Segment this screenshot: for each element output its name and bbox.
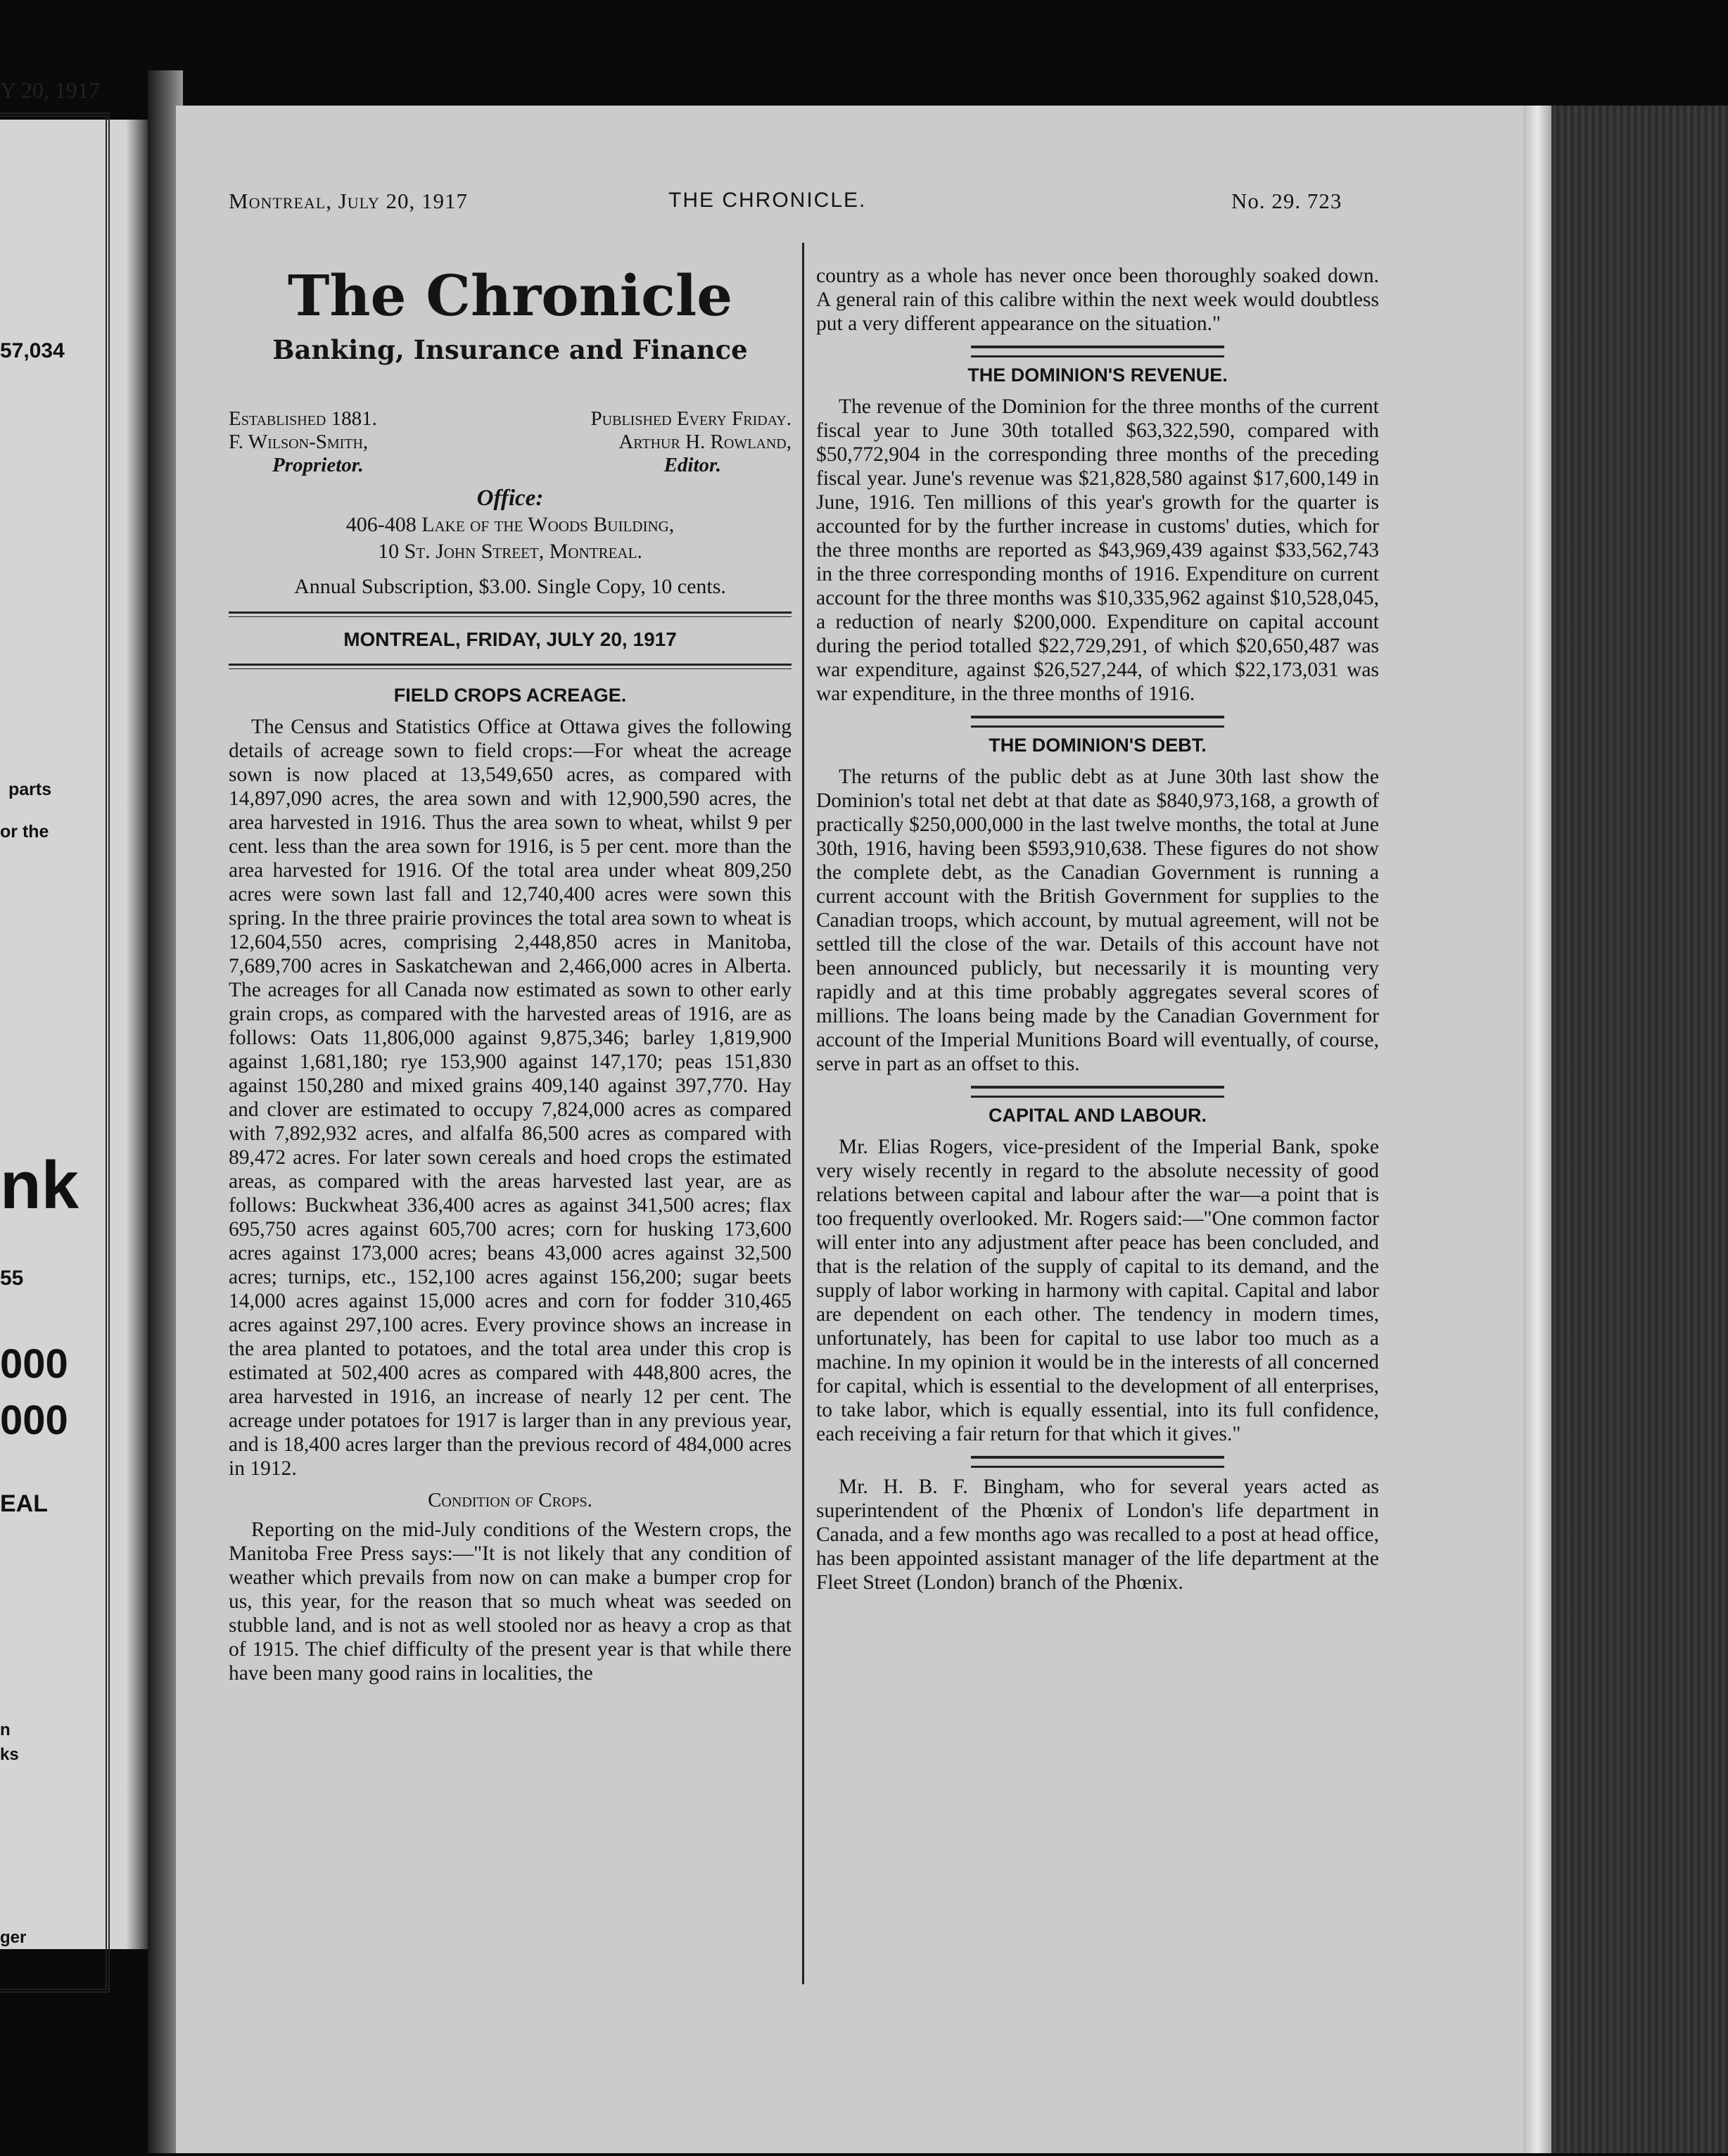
- left-fragment: 57,034: [0, 339, 65, 362]
- proprietor-block: [229, 407, 377, 477]
- left-page-ad-box: [0, 113, 110, 1993]
- masthead-title: The Chronicle: [287, 262, 733, 329]
- left-fragment: 55: [0, 1267, 24, 1290]
- left-fragment: EAL: [0, 1490, 48, 1517]
- section-rule: [971, 1456, 1224, 1468]
- double-rule: [229, 611, 792, 617]
- heading-field-crops: FIELD CROPS ACREAGE.: [393, 685, 627, 706]
- editor-role: Editor.: [663, 454, 721, 476]
- proprietor-name: F. Wilson-Smith,: [229, 431, 369, 453]
- section-rule: [971, 716, 1224, 728]
- page-edge: [1523, 106, 1551, 2153]
- column-rule: [802, 243, 804, 1984]
- article-condition-part1: Reporting on the mid-July conditions of the Western crops, the Manitoba Free Press says:—"It is not likely that any condition of weather which prevails from now on can make a bumper crop for us, this year, for the reason that so much wheat was seeded on stubble land, and is not as well stooled nor as heavy a crop as that of 1915. The chief difficulty of the present year is that while there have been many good rains in localities, the: [229, 1518, 792, 1685]
- left-fragment: n: [0, 1720, 11, 1739]
- subscription-line: Annual Subscription, $3.00. Single Copy, 10 cents.: [294, 575, 726, 598]
- office-address-1: 406-408 Lake of the Woods Building,: [345, 513, 675, 536]
- publisher-info: [229, 407, 792, 477]
- running-head-number: No. 29. 723: [1231, 189, 1342, 213]
- left-fragment: 000: [0, 1341, 68, 1387]
- office-address-2: 10 St. John Street, Montreal.: [378, 540, 642, 563]
- right-column: [816, 264, 1379, 1594]
- article-dominion-revenue: The revenue of the Dominion for the three months of the current fiscal year to June 30th totalled $63,322,590, compared with $50,772,904 in the corresponding three months of the preceding fiscal year. June's revenue was $21,828,580 against $17,600,149 in June, 1916. Ten millions of this year's growth for the quarter is accounted for by the further increase in customs' duties, which for the three months are reported as $43,969,439 against $33,562,743 in the three corresponding months of 1916. Expenditure on current account for the three months was $10,335,962 against $10,528,045, a reduction of nearly $200,000. Expenditure on capital account during the period totalled $22,729,291, of which $20,650,487 was war expenditure, against $26,527,244, of which $22,173,031 was war expenditure, in the three months of 1916.: [816, 395, 1379, 705]
- article-condition-part2: country as a whole has never once been thoroughly soaked down. A general rain of this calibre within the next week would doubtless put a very different appearance on the situation.": [816, 265, 1379, 335]
- left-fragment: nk: [0, 1148, 80, 1223]
- running-head-date: Montreal, July 20, 1917: [229, 189, 469, 213]
- book-page-edges: [1551, 106, 1728, 2153]
- heading-capital-labour: CAPITAL AND LABOUR.: [989, 1105, 1207, 1126]
- heading-dominion-debt: THE DOMINION'S DEBT.: [989, 735, 1207, 756]
- issue-dateline: MONTREAL, FRIDAY, JULY 20, 1917: [343, 628, 677, 650]
- running-head-title: THE CHRONICLE.: [668, 189, 867, 212]
- editor-block: [591, 407, 792, 477]
- left-page-running-head: Y 20, 1917: [0, 77, 100, 103]
- left-fragment: 000: [0, 1397, 68, 1443]
- heading-dominion-revenue: THE DOMINION'S REVENUE.: [967, 364, 1228, 386]
- editor-name: Arthur H. Rowland,: [618, 431, 792, 453]
- double-rule: [229, 664, 792, 669]
- left-fragment: or the: [0, 822, 49, 842]
- article-capital-labour: Mr. Elias Rogers, vice-president of the Imperial Bank, spoke very wisely recently in regard to the absolute necessity of good relations between capital and labour after the war—a point that is too frequently overlooked. Mr. Rogers said:—"One common factor will enter into any adjustment after peace has been concluded, and that is the relation of the supply of capital to its demand, and the supply of labor working in harmony with capital. Capital and labor are dependent on each other. The tendency in modern times, unfortunately, has been for capital to use labor too much as a machine. In my opinion it would be in the interests of all concerned for capital, which is essential to the development of all enterprises, to take labor, which is equally essential, into its full confidence, each receiving a fair return for that which it gives.": [816, 1136, 1379, 1445]
- masthead-subtitle: Banking, Insurance and Finance: [272, 334, 748, 365]
- left-fragment: ks: [0, 1745, 19, 1764]
- left-fragment: parts: [8, 780, 52, 799]
- left-fragment: ger: [0, 1928, 27, 1947]
- published-line: Published Every Friday.: [590, 407, 792, 430]
- section-rule: [971, 1086, 1224, 1098]
- article-bingham: Mr. H. B. F. Bingham, who for several years acted as superintendent of the Phœnix of London's life department in Canada, and a few months ago was recalled to a post at head office, has been appointed assistant manager of the life department at the Fleet Street (London) branch of the Phœnix.: [816, 1476, 1379, 1594]
- office-label: Office:: [476, 486, 544, 511]
- left-page-binding: [127, 120, 148, 1949]
- established-line: Established 1881.: [229, 407, 377, 430]
- section-rule: [971, 345, 1224, 357]
- proprietor-role: Proprietor.: [272, 454, 364, 476]
- left-column: [229, 243, 792, 1685]
- article-dominion-debt: The returns of the public debt as at June 30th last show the Dominion's total net debt at that date as $840,973,168, a growth of practically $250,000,000 in the last twelve months, the total at June 30th, 1916, having been $593,910,638. These figures do not show the complete debt, as the Canadian Government is running a current account with the British Government for supplies to the Canadian troops, which account, by mutual agreement, will not be settled till the close of the war. Details of this account have not been announced publicly, but necessarily it is mounting very rapidly and at this time probably aggregates several scores of millions. The loans being made by the Canadian Government for account of the Imperial Munitions Board will eventually, of course, serve in part as an offset to this.: [816, 766, 1379, 1075]
- article-field-crops: The Census and Statistics Office at Ottawa gives the following details of acreage sown to field crops:—For wheat the acreage sown is now placed at 13,549,650 acres, as compared with 14,897,090 acres, the area sown and with 12,900,590 acres, the area harvested in 1916. Thus the area sown to wheat, whilst 9 per cent. less than the area sown for 1916, is 5 per cent. more than the area harvested for 1916. Of the total area under wheat 809,250 acres were sown last fall and 12,740,400 acres were sown this spring. In the three prairie provinces the total area sown to wheat is 12,604,550 acres, comprising 2,448,850 acres in Manitoba, 7,689,700 acres in Saskatchewan and 2,466,000 acres in Alberta. The acreages for all Canada now estimated as sown to other early grain crops, as compared with the harvested areas of 1916, are as follows: Oats 11,806,000 against 9,875,346; barley 1,819,900 against 1,681,180; rye 153,900 against 147,170; peas 151,830 against 150,280 and mixed grains 409,140 against 397,770. Hay and clover are estimated to occupy 7,824,000 acres as compared with 7,892,932 acres, and alfalfa 86,500 acres as compared with 89,472 acres. For later sown cereals and hoed crops the estimated areas, as compared with the areas harvested last year, are as follows: Buckwheat 336,400 acres as against 341,500 acres; flax 695,750 acres against 605,700 acres; corn for husking 173,600 acres against 173,000 acres; beans 43,000 acres against 32,500 acres; turnips, etc., 152,100 acres against 156,200; sugar beets 14,000 acres against 15,000 acres and corn for fodder 310,465 acres against 297,100 acres. Every province shows an increase in the area planted to potatoes, and the total area under this crop is estimated at 502,400 acres as compared with 448,800 acres, the area harvested in 1916, an increase of nearly 12 per cent. The acreage under potatoes for 1917 is larger than in any previous year, and is 18,400 acres larger than the previous record of 484,000 acres in 1912.: [229, 716, 792, 1480]
- heading-condition-of-crops: Condition of Crops.: [428, 1489, 592, 1511]
